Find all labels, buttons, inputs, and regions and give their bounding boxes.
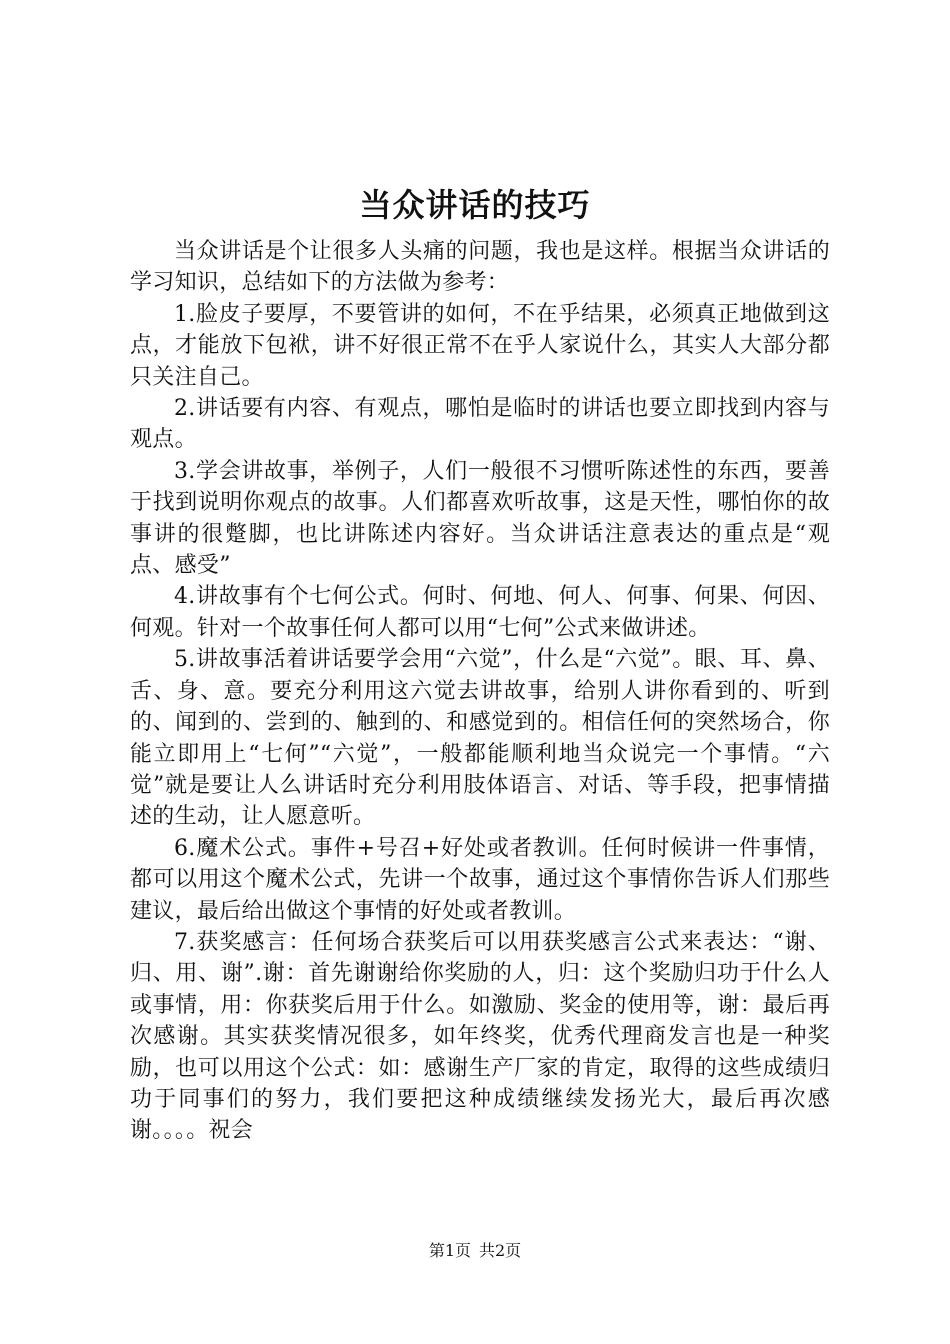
paragraph-tip-4: 4.讲故事有个七何公式。何时、何地、何人、何事、何果、何因、何观。针对一个故事任何人都可以用“七何”公式来做讲述。 (130, 584, 830, 641)
paragraph-tip-6: 6.魔术公式。事件+号召+好处或者教训。任何时候讲一件事情，都可以用这个魔术公式，先讲一个故事，通过这个事情你告诉人们那些建议，最后给出做这个事情的好处或者教训。 (130, 835, 830, 924)
document-title: 当众讲话的技巧 (359, 186, 591, 224)
page-number-total: 共2页 (479, 1241, 522, 1260)
paragraph-intro: 当众讲话是个让很多人头痛的问题，我也是这样。根据当众讲话的学习知识，总结如下的方法做为参考： (130, 239, 830, 296)
paragraph-tip-2: 2.讲话要有内容、有观点，哪怕是临时的讲话也要立即找到内容与观点。 (130, 396, 830, 453)
paragraph-tip-1: 1.脸皮子要厚，不要管讲的如何，不在乎结果，必须真正地做到这点，才能放下包袱，讲不好很正常不在乎人家说什么，其实人大部分都只关注自己。 (130, 301, 830, 390)
page-number-current: 第1页 (428, 1241, 471, 1260)
paragraph-tip-7: 7.获奖感言：任何场合获奖后可以用获奖感言公式来表达：“谢、归、用、谢”.谢：首先谢谢给你奖励的人，归：这个奖励归功于什么人或事情，用：你获奖后用于什么。如激励、奖金的使用等，谢：最后再次感谢。其实获奖情况很多，如年终奖，优秀代理商发言也是一种奖励，也可以用这个公式：如：感谢生产厂家的肯定，取得的这些成绩归功于同事们的努力，我们要把这种成绩继续发扬光大，最后再次感谢。。。。祝会 (130, 929, 830, 1144)
document-body (130, 236, 830, 1147)
page-footer (0, 1240, 950, 1262)
paragraph-tip-3: 3.学会讲故事，举例子，人们一般很不习惯听陈述性的东西，要善于找到说明你观点的故事。人们都喜欢听故事，这是天性，哪怕你的故事讲的很蹩脚，也比讲陈述内容好。当众讲话注意表达的重点是“观点、感受” (130, 458, 830, 579)
paragraph-tip-5: 5.讲故事活着讲话要学会用“六觉”，什么是“六觉”。眼、耳、鼻、舌、身、意。要充分利用这六觉去讲故事，给别人讲你看到的、听到的、闻到的、尝到的、触到的、和感觉到的。相信任何的突然场合，你能立即用上“七何”“六觉”，一般都能顺利地当众说完一个事情。“六觉”就是要让人么讲话时充分利用肢体语言、对话、等手段，把事情描述的生动，让人愿意听。 (130, 647, 830, 830)
